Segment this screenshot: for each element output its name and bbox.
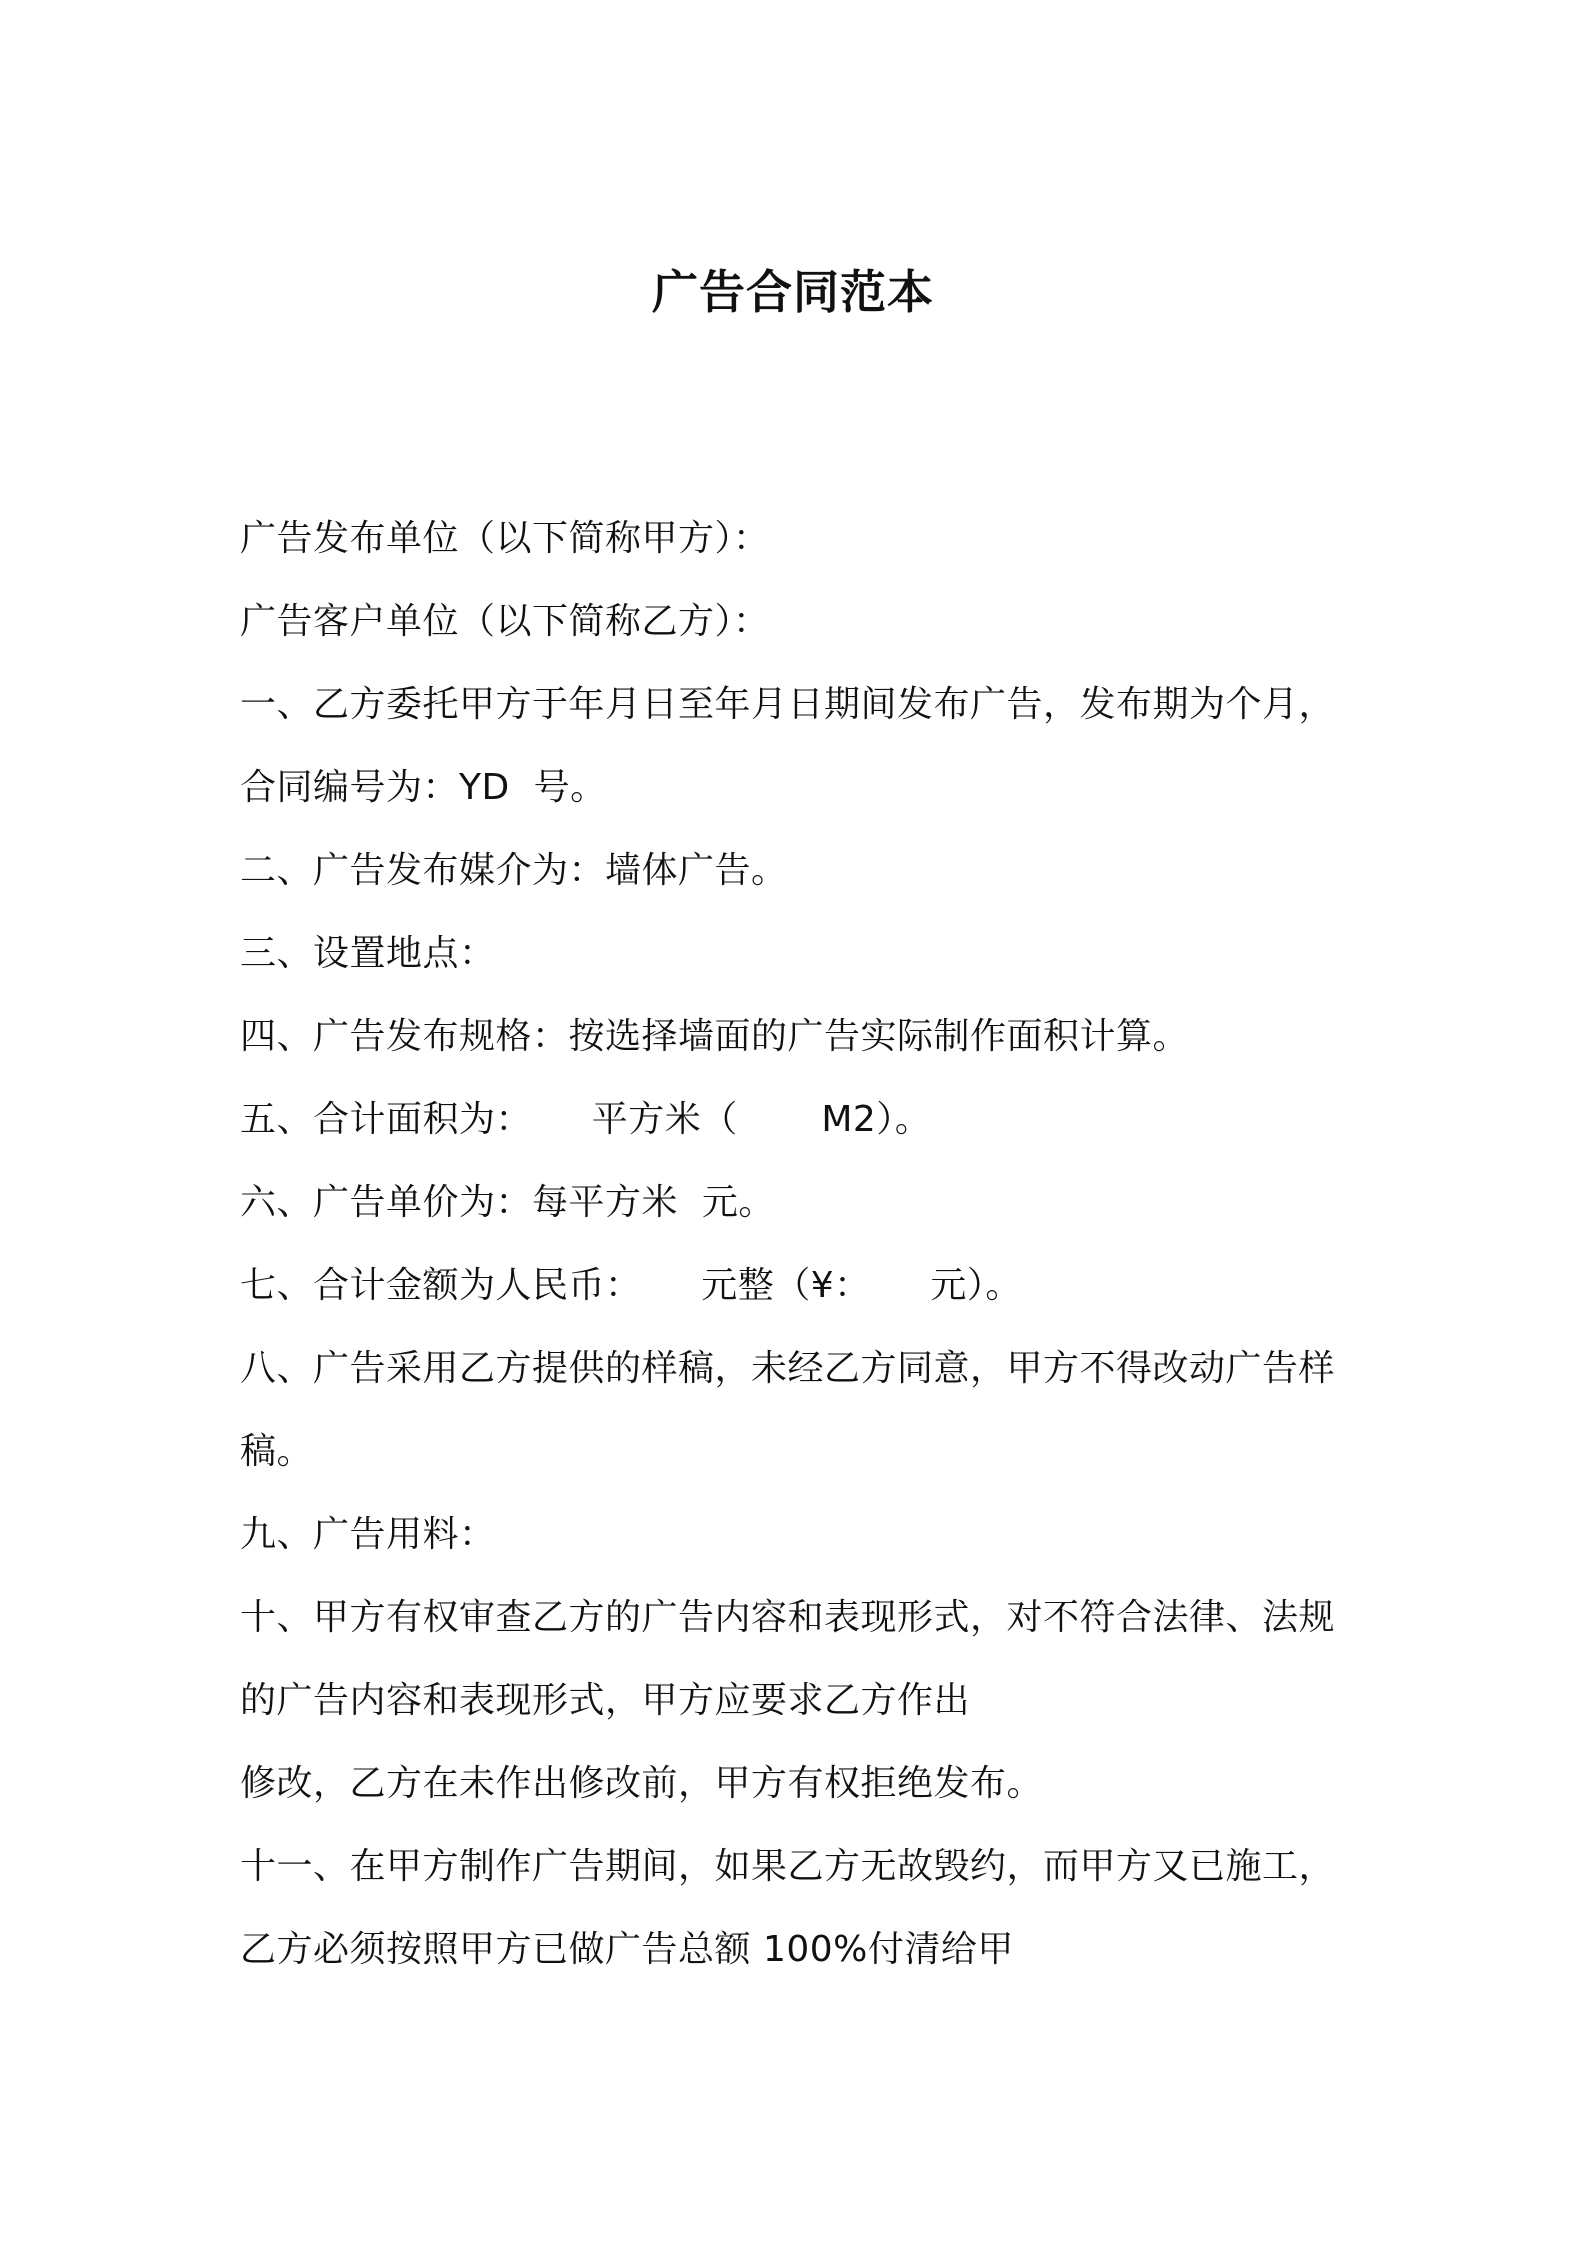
clause-2: 二、广告发布媒介为：墙体广告。 bbox=[240, 850, 788, 891]
clause-1-line-1: 一、乙方委托甲方于年月日至年月日期间发布广告，发布期为个月， bbox=[240, 684, 1336, 725]
clause-9: 九、广告用料： bbox=[240, 1514, 496, 1555]
clause-6: 六、广告单价为：每平方米 元。 bbox=[240, 1182, 775, 1223]
clause-10-line-2: 的广告内容和表现形式，甲方应要求乙方作出 bbox=[240, 1680, 971, 1721]
clause-8-line-2: 稿。 bbox=[240, 1431, 314, 1472]
clause-3: 三、设置地点： bbox=[240, 933, 496, 974]
clause-4: 四、广告发布规格：按选择墙面的广告实际制作面积计算。 bbox=[240, 1016, 1190, 1057]
clause-5: 五、合计面积为： 平方米（ M2）。 bbox=[240, 1099, 932, 1140]
line-client-party: 广告客户单位（以下简称乙方）： bbox=[240, 601, 770, 642]
clause-10-line-3: 修改，乙方在未作出修改前，甲方有权拒绝发布。 bbox=[240, 1763, 1044, 1804]
clause-11-line-2: 乙方必须按照甲方已做广告总额 100%付清给甲 bbox=[240, 1929, 1014, 1970]
clause-10-line-1: 十、甲方有权审查乙方的广告内容和表现形式，对不符合法律、法规 bbox=[240, 1597, 1336, 1638]
clause-1-line-2: 合同编号为：YD 号。 bbox=[240, 767, 607, 808]
contract-body bbox=[240, 497, 1370, 1991]
document-title: 广告合同范本 bbox=[652, 265, 934, 319]
line-publisher-party: 广告发布单位（以下简称甲方）： bbox=[240, 518, 770, 559]
clause-11-line-1: 十一、在甲方制作广告期间，如果乙方无故毁约，而甲方又已施工， bbox=[240, 1846, 1336, 1887]
clause-7: 七、合计金额为人民币： 元整（¥： 元）。 bbox=[240, 1265, 1022, 1306]
clause-8-line-1: 八、广告采用乙方提供的样稿，未经乙方同意，甲方不得改动广告样 bbox=[240, 1348, 1336, 1389]
